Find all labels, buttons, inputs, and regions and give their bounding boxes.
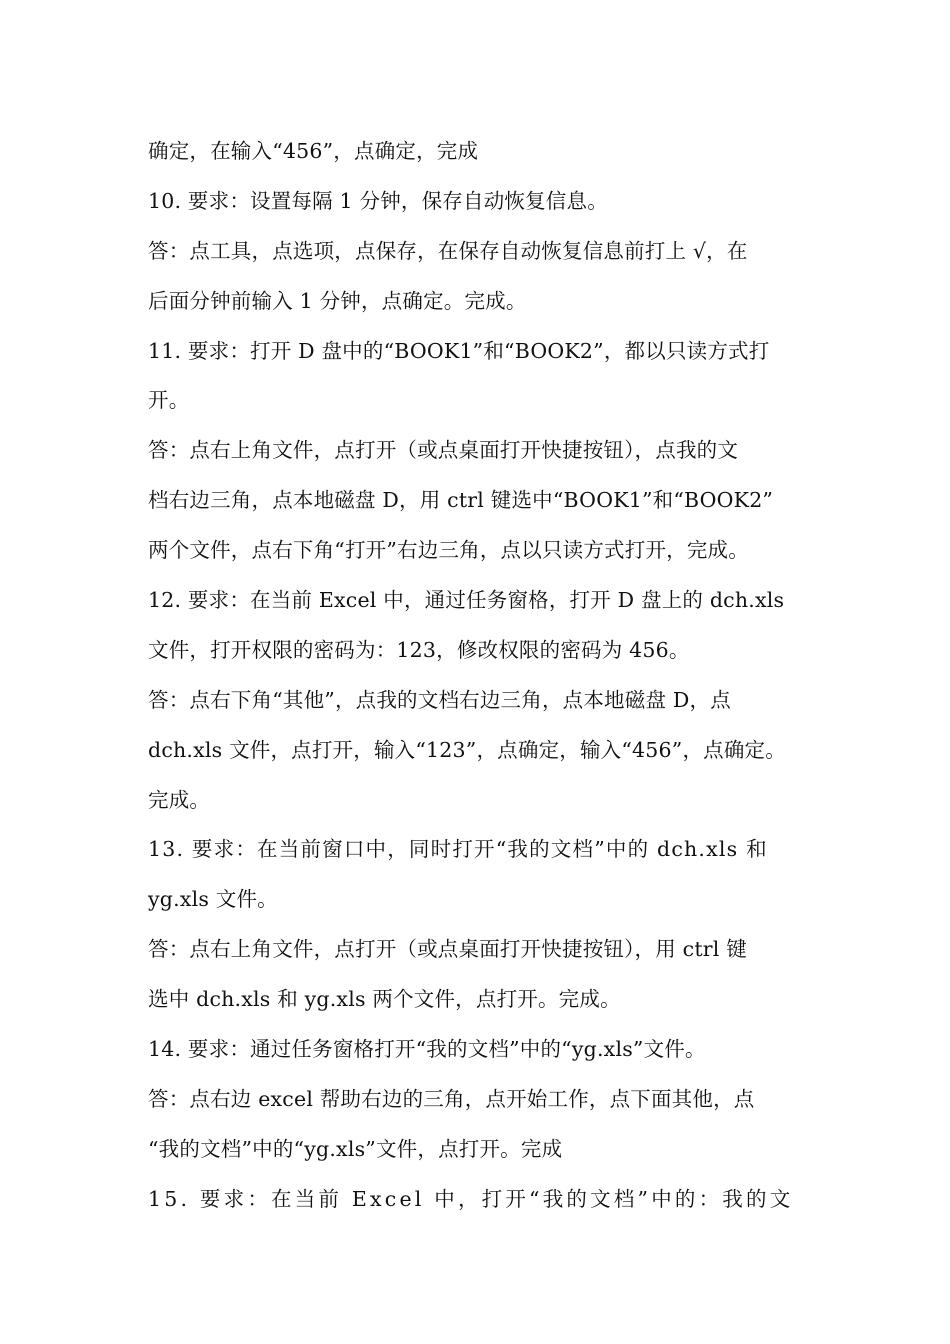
document-body	[148, 127, 810, 1225]
text-line: 答：点右上角文件，点打开（或点桌面打开快捷按钮），用 ctrl 键	[148, 937, 747, 962]
text-line: 选中 dch.xls 和 yg.xls 两个文件，点打开。完成。	[148, 987, 621, 1012]
text-line: 两个文件，点右下角“打开”右边三角，点以只读方式打开，完成。	[148, 538, 749, 563]
text-line: 12. 要求：在当前 Excel 中，通过任务窗格，打开 D 盘上的 dch.xls	[148, 588, 785, 613]
text-line: 后面分钟前输入 1 分钟，点确定。完成。	[148, 288, 527, 313]
text-line: 档右边三角，点本地磁盘 D，用 ctrl 键选中“BOOK1”和“BOOK2”	[148, 488, 774, 513]
text-line: 15. 要求：在当前 Excel 中，打开“我的文档”中的：我的文	[148, 1186, 794, 1211]
text-line: 答：点右下角“其他”，点我的文档右边三角，点本地磁盘 D，点	[148, 687, 731, 712]
text-line: 开。	[148, 388, 190, 413]
text-line: 文件，打开权限的密码为：123，修改权限的密码为 456。	[148, 637, 690, 662]
text-line: 确定，在输入“456”，点确定，完成	[148, 139, 479, 163]
text-line: yg.xls 文件。	[148, 887, 278, 912]
text-line: 11. 要求：打开 D 盘中的“BOOK1”和“BOOK2”，都以只读方式打	[148, 338, 770, 363]
text-line: 10. 要求：设置每隔 1 分钟，保存自动恢复信息。	[148, 188, 608, 213]
text-line: “我的文档”中的“yg.xls”文件，点打开。完成	[148, 1136, 563, 1161]
text-line: 13. 要求：在当前窗口中，同时打开“我的文档”中的 dch.xls 和	[148, 837, 768, 862]
text-line: dch.xls 文件，点打开，输入“123”，点确定，输入“456”，点确定。	[148, 737, 786, 762]
text-line: 14. 要求：通过任务窗格打开“我的文档”中的“yg.xls”文件。	[148, 1037, 706, 1062]
text-line: 完成。	[148, 787, 211, 812]
text-line: 答：点右上角文件，点打开（或点桌面打开快捷按钮），点我的文	[148, 438, 739, 463]
text-line: 答：点右边 excel 帮助右边的三角，点开始工作，点下面其他，点	[148, 1086, 755, 1111]
text-line: 答：点工具，点选项，点保存，在保存自动恢复信息前打上 √，在	[148, 238, 748, 263]
